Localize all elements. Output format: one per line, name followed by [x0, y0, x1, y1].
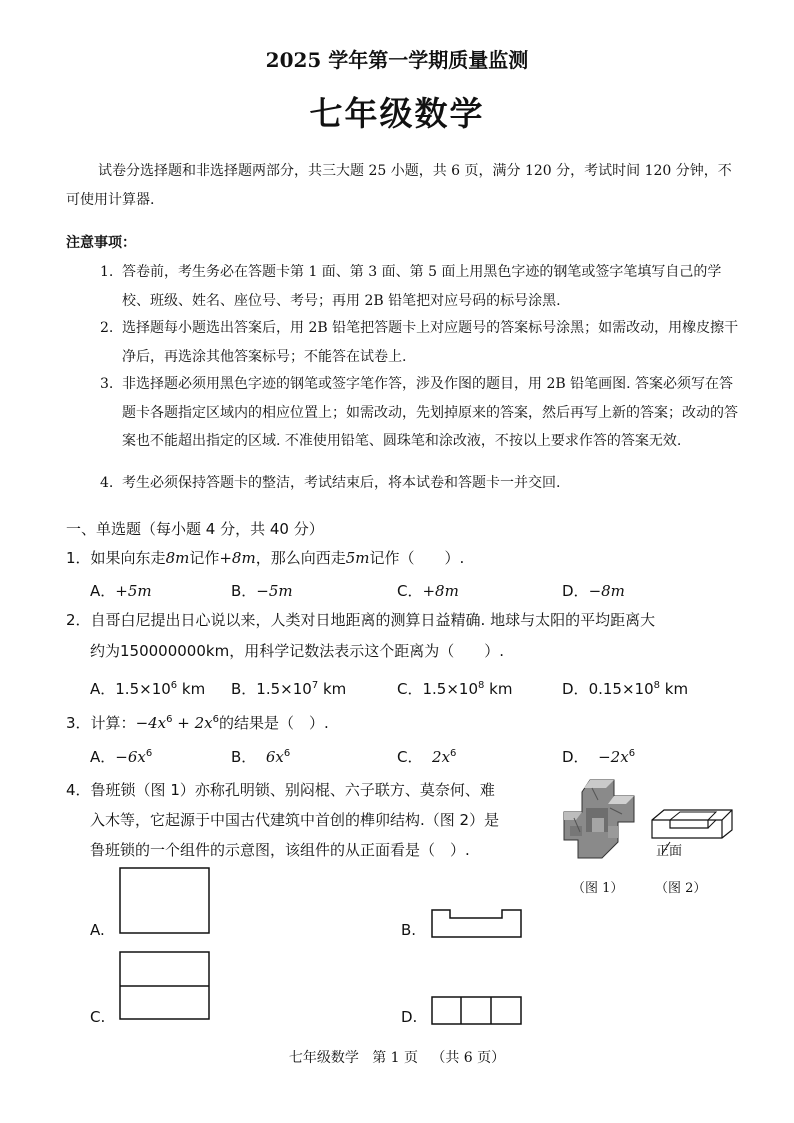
front-label: 正面	[656, 844, 683, 859]
q4-option-d[interactable]: D.	[401, 1008, 418, 1026]
exponent: 8	[653, 680, 660, 691]
figure-1-caption: （图 1）	[572, 881, 624, 896]
question-3	[66, 705, 329, 738]
exponent: 6	[212, 714, 219, 725]
q2-option-b[interactable]	[231, 678, 346, 699]
option-value: −2x	[598, 748, 629, 766]
option-label: A．	[90, 680, 116, 698]
note-text: 答卷前，考生务必在答题卡第 1 面、第 3 面、第 5 面上用黑色字迹的钢笔或签字笔填写自己的学校、班级、姓名、座位号、考号；再用 2B 铅笔把对应号码的标号涂黑.	[122, 264, 722, 309]
note-item	[100, 370, 740, 456]
q4-option-a[interactable]: A.	[90, 921, 105, 939]
exponent: 6	[283, 748, 291, 759]
option-label: A．	[90, 748, 116, 766]
q1-math: +8m	[219, 549, 256, 567]
option-label: B．	[231, 582, 257, 600]
option-label: B．	[231, 748, 257, 766]
option-value: 0.15×10	[588, 680, 654, 698]
page-footer	[0, 1047, 794, 1067]
q3-math: + 2x	[172, 714, 213, 732]
exponent: 8	[478, 680, 485, 691]
unit: km	[660, 680, 689, 698]
q1-text: 记作	[189, 549, 220, 567]
exam-intro: 试卷分选择题和非选择题两部分，共三大题 25 小题，共 6 页，满分 120 分，考试时间 120 分钟，不可使用计算器.	[66, 163, 732, 208]
question-4-cont: 鲁班锁的一个组件的示意图，该组件的从正面看是（ ）.	[90, 841, 470, 859]
q2-text: 自哥白尼提出日心说以来，人类对日地距离的测算日益精确. 地球与太阳的平均距离大	[90, 611, 656, 629]
unit: km	[318, 680, 347, 698]
q1-text: 如果向东走	[90, 549, 166, 567]
exponent: 7	[311, 680, 319, 691]
option-value: +5m	[115, 582, 152, 600]
q3-math: −4x	[135, 714, 167, 732]
option-value: 1.5×10	[422, 680, 478, 698]
option-label: D．	[562, 582, 589, 600]
question-number: 4．	[66, 781, 91, 799]
exponent: 6	[145, 748, 153, 759]
note-number: 2.	[100, 320, 114, 336]
option-value: −5m	[256, 582, 293, 600]
section-heading: 一、单选题（每小题 4 分，共 40 分）	[66, 520, 324, 538]
q3-text: 的结果是（ ）.	[219, 714, 329, 732]
q2-option-d[interactable]	[562, 678, 688, 699]
note-text: 非选择题必须用黑色字迹的钢笔或签字笔作答，涉及作图的题目，用 2B 铅笔画图. 答案必须写在答题卡各题指定区域内的相应位置上；如需改动，先划掉原来的答案，然后再写上新的答案；改动的答案也不能超出指定的区域. 不准使用铅笔、圆珠笔和涂改液，不按以上要求作答的答案无效.	[122, 376, 738, 449]
option-b-figure	[430, 908, 524, 940]
question-number: 2．	[66, 611, 91, 629]
option-value: 1.5×10	[115, 680, 171, 698]
q1-text: ，那么向西走	[255, 549, 346, 567]
exam-title: 2025 学年第一学期质量监测	[265, 48, 529, 72]
q1-text: 记作（ ）.	[369, 549, 465, 567]
question-2-cont: 约为150000000km，用科学记数法表示这个距离为（ ）.	[90, 642, 504, 660]
footer-page: 第 1 页	[372, 1050, 418, 1066]
option-label: A．	[90, 582, 116, 600]
option-value: 2x	[432, 748, 451, 766]
footer-total: （共 6 页）	[431, 1050, 506, 1066]
q4-option-c[interactable]: C.	[90, 1008, 106, 1026]
option-value: −8m	[588, 582, 625, 600]
unit: km	[177, 680, 206, 698]
q1-math: 8m	[165, 549, 190, 567]
q3-text: 计算：	[90, 714, 136, 732]
subject-title: 七年级数学	[309, 94, 485, 133]
option-label: B．	[231, 680, 257, 698]
q1-option-c[interactable]	[397, 580, 459, 601]
note-item	[100, 258, 740, 315]
q1-option-a[interactable]	[90, 580, 152, 601]
option-value: 6x	[265, 748, 284, 766]
q3-option-b[interactable]	[231, 746, 290, 767]
exponent: 6	[170, 680, 178, 691]
option-d-figure	[430, 995, 524, 1027]
option-value: 1.5×10	[256, 680, 312, 698]
option-label: C．	[397, 582, 423, 600]
q1-option-b[interactable]	[231, 580, 293, 601]
q4-text: 鲁班锁（图 1）亦称孔明锁、别闷棍、六子联方、莫奈何、难	[90, 781, 495, 799]
note-item	[100, 469, 740, 498]
option-label: C．	[397, 748, 423, 766]
option-label: C．	[397, 680, 423, 698]
q2-option-a[interactable]	[90, 678, 205, 699]
q1-option-d[interactable]	[562, 580, 625, 601]
note-text: 选择题每小题选出答案后，用 2B 铅笔把答题卡上对应题号的答案标号涂黑；如需改动，用橡皮擦干净后，再选涂其他答案标号；不能答在试卷上.	[122, 320, 739, 365]
note-number: 3.	[100, 376, 114, 392]
question-number: 1．	[66, 549, 91, 567]
exponent: 6	[450, 748, 457, 759]
question-2	[66, 605, 746, 635]
unit: km	[484, 680, 513, 698]
q2-option-c[interactable]	[397, 678, 512, 699]
footer-subject: 七年级数学	[288, 1050, 359, 1066]
note-number: 1.	[100, 264, 114, 280]
note-item	[100, 314, 740, 371]
question-number: 3．	[66, 714, 91, 732]
question-4	[66, 775, 495, 805]
exponent: 6	[628, 748, 636, 759]
question-1	[66, 543, 464, 573]
figure-2-caption: （图 2）	[655, 881, 707, 896]
option-label: D．	[562, 680, 589, 698]
q3-option-d[interactable]	[562, 746, 635, 767]
option-label: D．	[562, 748, 589, 766]
question-4-cont: 入木等，它起源于中国古代建筑中首创的榫卯结构.（图 2）是	[90, 811, 500, 829]
exponent: 6	[166, 714, 173, 725]
option-value: −6x	[115, 748, 146, 766]
notes-heading: 注意事项：	[66, 235, 136, 251]
q3-option-c[interactable]	[397, 746, 456, 767]
option-c-figure	[118, 950, 212, 1022]
option-a-figure	[118, 866, 212, 936]
q4-option-b[interactable]: B.	[401, 921, 417, 939]
q1-math: 5m	[345, 549, 370, 567]
note-number: 4.	[100, 475, 114, 491]
q3-option-a[interactable]	[90, 746, 152, 767]
note-text: 考生必须保持答题卡的整洁，考试结束后，将本试卷和答题卡一并交回.	[122, 475, 561, 491]
option-value: +8m	[422, 582, 459, 600]
luban-lock-image	[562, 778, 642, 863]
